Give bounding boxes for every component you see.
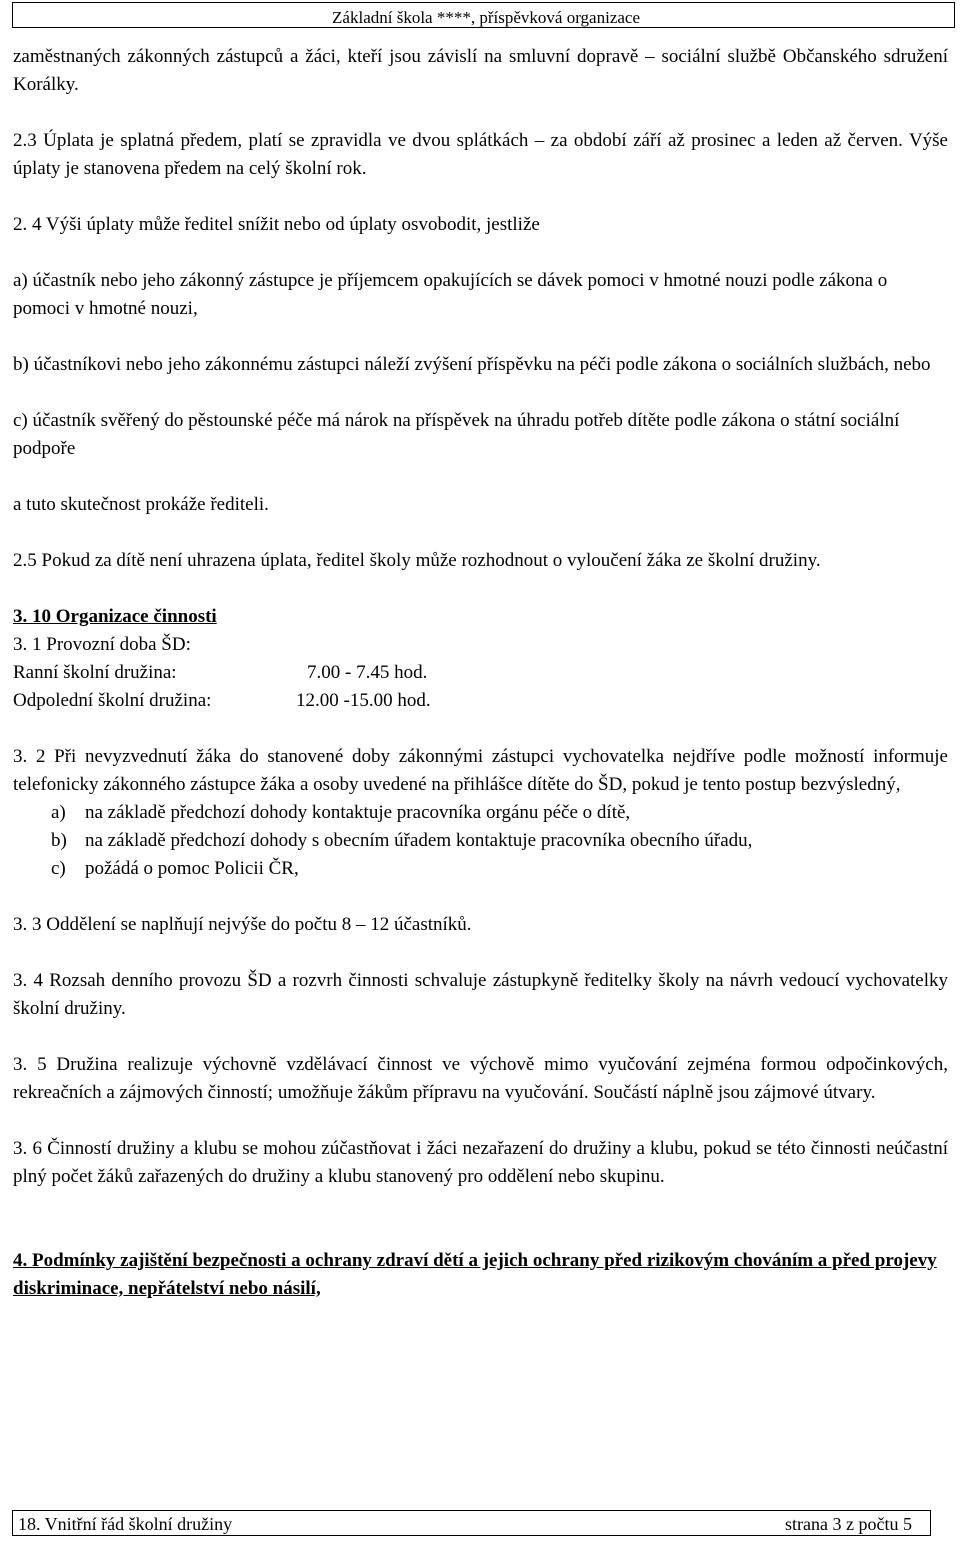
paragraph-2-5: 2.5 Pokud za dítě není uhrazena úplata, ředitel školy může rozhodnout o vyloučení žáka ze školní družiny. <box>13 550 821 571</box>
paragraph-3-4: 3. 4 Rozsah denního provozu ŠD a rozvrh činnosti schvaluje zástupkyně ředitelky školy na návrh vedoucí vychovatelky školní družiny. <box>13 970 948 1019</box>
paragraph-3-6: 3. 6 Činností družiny a klubu se mohou zúčastňovat i žáci nezařazení do družiny a klubu, pokud se této činnosti neúčastní plný počet žáků zařazených do družiny a klubu stanovený pro oddělení nebo skupinu. <box>13 1138 948 1187</box>
schedule-value-morning: 7.00 - 7.45 hod. <box>307 662 428 683</box>
paragraph-2-4-b: b) účastníkovi nebo jeho zákonnému zástupci náleží zvýšení příspěvku na péči podle zákona o sociálních službách, nebo <box>13 354 931 375</box>
footer-page-number: strana 3 z počtu 5 <box>785 1514 912 1534</box>
paragraph-2-4-closing: a tuto skutečnost prokáže řediteli. <box>13 494 269 515</box>
schedule-label-afternoon: Odpolední školní družina: <box>13 690 212 711</box>
paragraph-2-4-c: c) účastník svěřený do pěstounské péče má nárok na příspěvek na úhradu potřeb dítěte podle zákona o státní sociální podpoře <box>13 410 900 459</box>
schedule-value-afternoon: 12.00 -15.00 hod. <box>296 690 431 711</box>
list-item <box>13 855 948 883</box>
schedule-label-morning: Ranní školní družina: <box>13 662 177 683</box>
paragraph-3-5: 3. 5 Družina realizuje výchovně vzdělávací činnost ve výchově mimo vyučování zejména formou odpočinkových, rekreačních a zájmových činností; umožňuje žákům přípravu na vyučování. Součástí náplně jsou zájmové útvary. <box>13 1054 948 1103</box>
paragraph-2-4: 2. 4 Výši úplaty může ředitel snížit nebo od úplaty osvobodit, jestliže <box>13 214 540 235</box>
footer-document-title: 18. Vnitřní řád školní družiny <box>18 1514 233 1534</box>
page-header <box>12 2 955 28</box>
list-text: na základě předchozí dohody kontaktuje pracovníka orgánu péče o dítě, <box>85 802 631 823</box>
subheading-3-1: 3. 1 Provozní doba ŠD: <box>13 634 191 655</box>
schedule-row-morning <box>13 659 948 687</box>
schedule-row-afternoon <box>13 687 948 715</box>
paragraph-3-3: 3. 3 Oddělení se naplňují nejvýše do počtu 8 – 12 účastníků. <box>13 914 472 935</box>
paragraph-2-3: 2.3 Úplata je splatná předem, platí se zpravidla ve dvou splátkách – za období září až prosinec a leden až červen. Výše úplaty je stanovena předem na celý školní rok. <box>13 130 948 179</box>
list-text: na základě předchozí dohody s obecním úřadem kontaktuje pracovníka obecního úřadu, <box>85 830 753 851</box>
paragraph-3-2: 3. 2 Při nevyzvednutí žáka do stanovené doby zákonnými zástupci vychovatelka nejdříve podle možností informuje telefonicky zákonného zástupce žáka a osoby uvedené na přihlášce dítěte do ŠD, pokud je tento postup bezvýsledný, <box>13 746 948 795</box>
paragraph-intro: zaměstnaných zákonných zástupců a žáci, kteří jsou závislí na smluvní dopravě – sociální službě Občanského sdružení Korálky. <box>13 46 948 95</box>
list-marker: a) <box>51 802 66 823</box>
page-footer <box>12 1510 931 1536</box>
section-heading-4: 4. Podmínky zajištění bezpečnosti a ochrany zdraví dětí a jejich ochrany před rizikovým chováním a před projevy diskriminace, nepřátelství nebo násilí, <box>13 1250 937 1299</box>
list-text: požádá o pomoc Policii ČR, <box>85 858 299 879</box>
list-item <box>13 827 948 855</box>
list-marker: c) <box>51 858 66 879</box>
list-marker: b) <box>51 830 67 851</box>
paragraph-2-4-a: a) účastník nebo jeho zákonný zástupce je příjemcem opakujících se dávek pomoci v hmotné nouzi podle zákona o pomoci v hmotné nouzi, <box>13 270 888 319</box>
list-item <box>13 799 948 827</box>
header-title: Základní škola ****, příspěvková organizace <box>332 8 640 27</box>
document-body <box>13 43 948 1303</box>
section-heading-3-10: 3. 10 Organizace činnosti <box>13 606 217 627</box>
